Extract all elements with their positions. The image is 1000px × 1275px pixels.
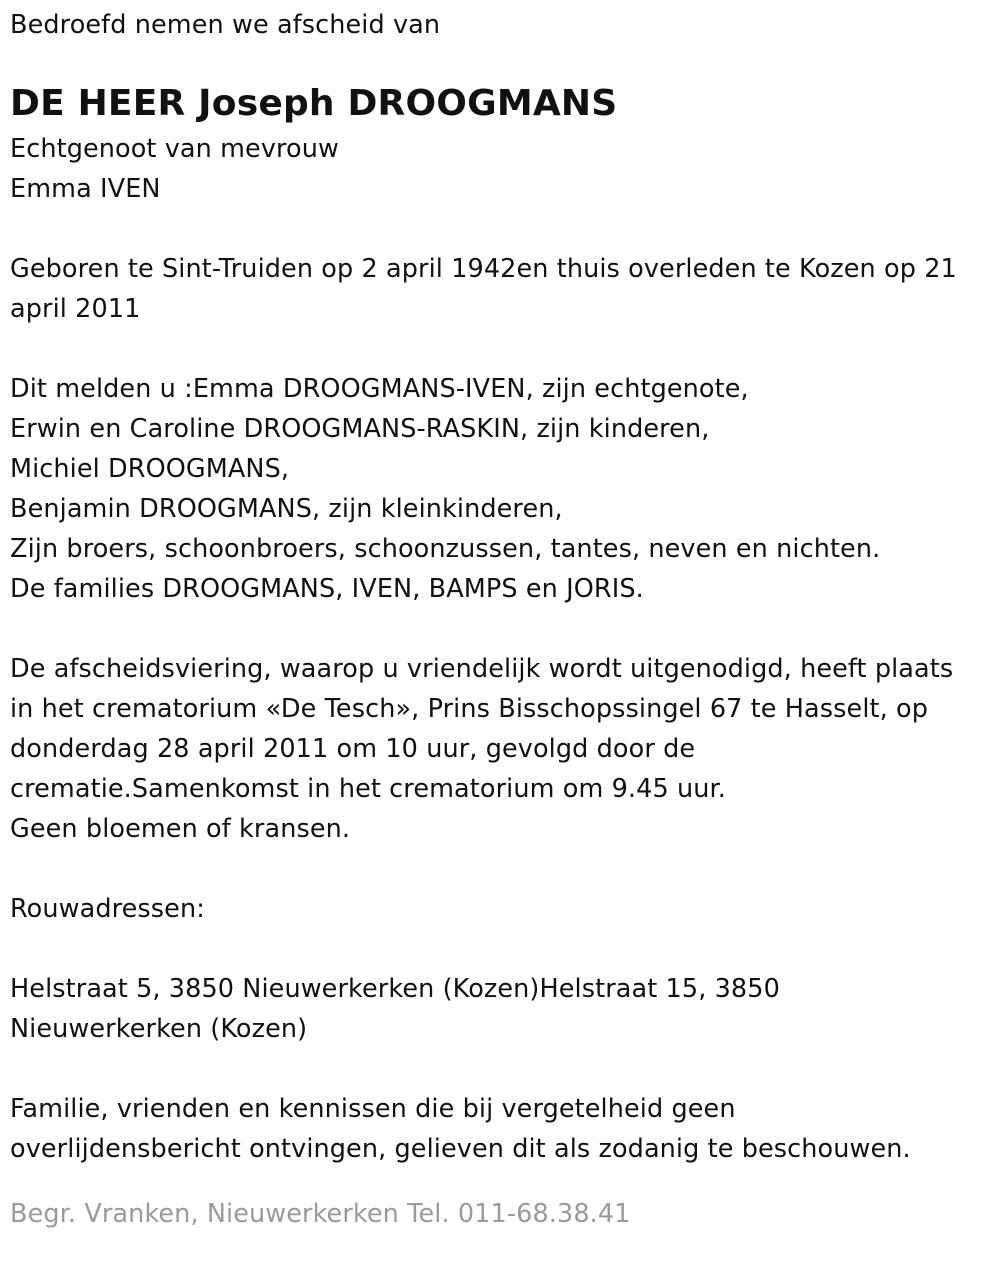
spacer bbox=[10, 609, 990, 649]
spacer bbox=[10, 329, 990, 369]
ceremony-line: De afscheidsviering, waarop u vriendelijk wordt uitgenodigd, heeft plaats bbox=[10, 654, 954, 684]
announcer-line: Zijn broers, schoonbroers, schoonzussen, tantes, neven en nichten. bbox=[10, 534, 881, 564]
obituary-notice bbox=[0, 5, 1000, 1275]
condolence-address-line: Helstraat 5, 3850 Nieuwerkerken (Kozen)Helstraat 15, 3850 bbox=[10, 974, 780, 1004]
spouse-line-1: Echtgenoot van mevrouw bbox=[10, 134, 339, 164]
birth-death-line-1: Geboren te Sint-Truiden op 2 april 1942en thuis overleden te Kozen op 21 bbox=[10, 254, 957, 284]
ceremony-line: in het crematorium «De Tesch», Prins Bisschopssingel 67 te Hasselt, op bbox=[10, 694, 929, 724]
spouse-line-2: Emma IVEN bbox=[10, 174, 161, 204]
ceremony-line: donderdag 28 april 2011 om 10 uur, gevolgd door de bbox=[10, 734, 696, 764]
intro-text: Bedroefd nemen we afscheid van bbox=[10, 10, 441, 40]
ceremony-line: crematie.Samenkomst in het crematorium om 9.45 uur. bbox=[10, 774, 726, 804]
deceased-name: DE HEER Joseph DROOGMANS bbox=[10, 83, 618, 124]
announcer-line: Erwin en Caroline DROOGMANS-RASKIN, zijn kinderen, bbox=[10, 414, 710, 444]
condolence-address-line: Nieuwerkerken (Kozen) bbox=[10, 1014, 308, 1044]
spacer bbox=[10, 849, 990, 889]
notice-line: overlijdensbericht ontvingen, gelieven dit als zodanig te beschouwen. bbox=[10, 1134, 911, 1164]
spacer bbox=[10, 929, 990, 969]
announcer-line: Benjamin DROOGMANS, zijn kleinkinderen, bbox=[10, 494, 563, 524]
announcer-line: Michiel DROOGMANS, bbox=[10, 454, 290, 484]
announcer-line: De families DROOGMANS, IVEN, BAMPS en JORIS. bbox=[10, 574, 644, 604]
condolence-heading: Rouwadressen: bbox=[10, 894, 205, 924]
birth-death-line-2: april 2011 bbox=[10, 294, 141, 324]
ceremony-line: Geen bloemen of kransen. bbox=[10, 814, 351, 844]
spacer bbox=[10, 209, 990, 249]
announcer-line: Dit melden u :Emma DROOGMANS-IVEN, zijn echtgenote, bbox=[10, 374, 749, 404]
spacer bbox=[10, 1049, 990, 1089]
notice-line: Familie, vrienden en kennissen die bij vergetelheid geen bbox=[10, 1094, 736, 1124]
funeral-director-footer: Begr. Vranken, Nieuwerkerken Tel. 011-68.38.41 bbox=[10, 1199, 631, 1229]
